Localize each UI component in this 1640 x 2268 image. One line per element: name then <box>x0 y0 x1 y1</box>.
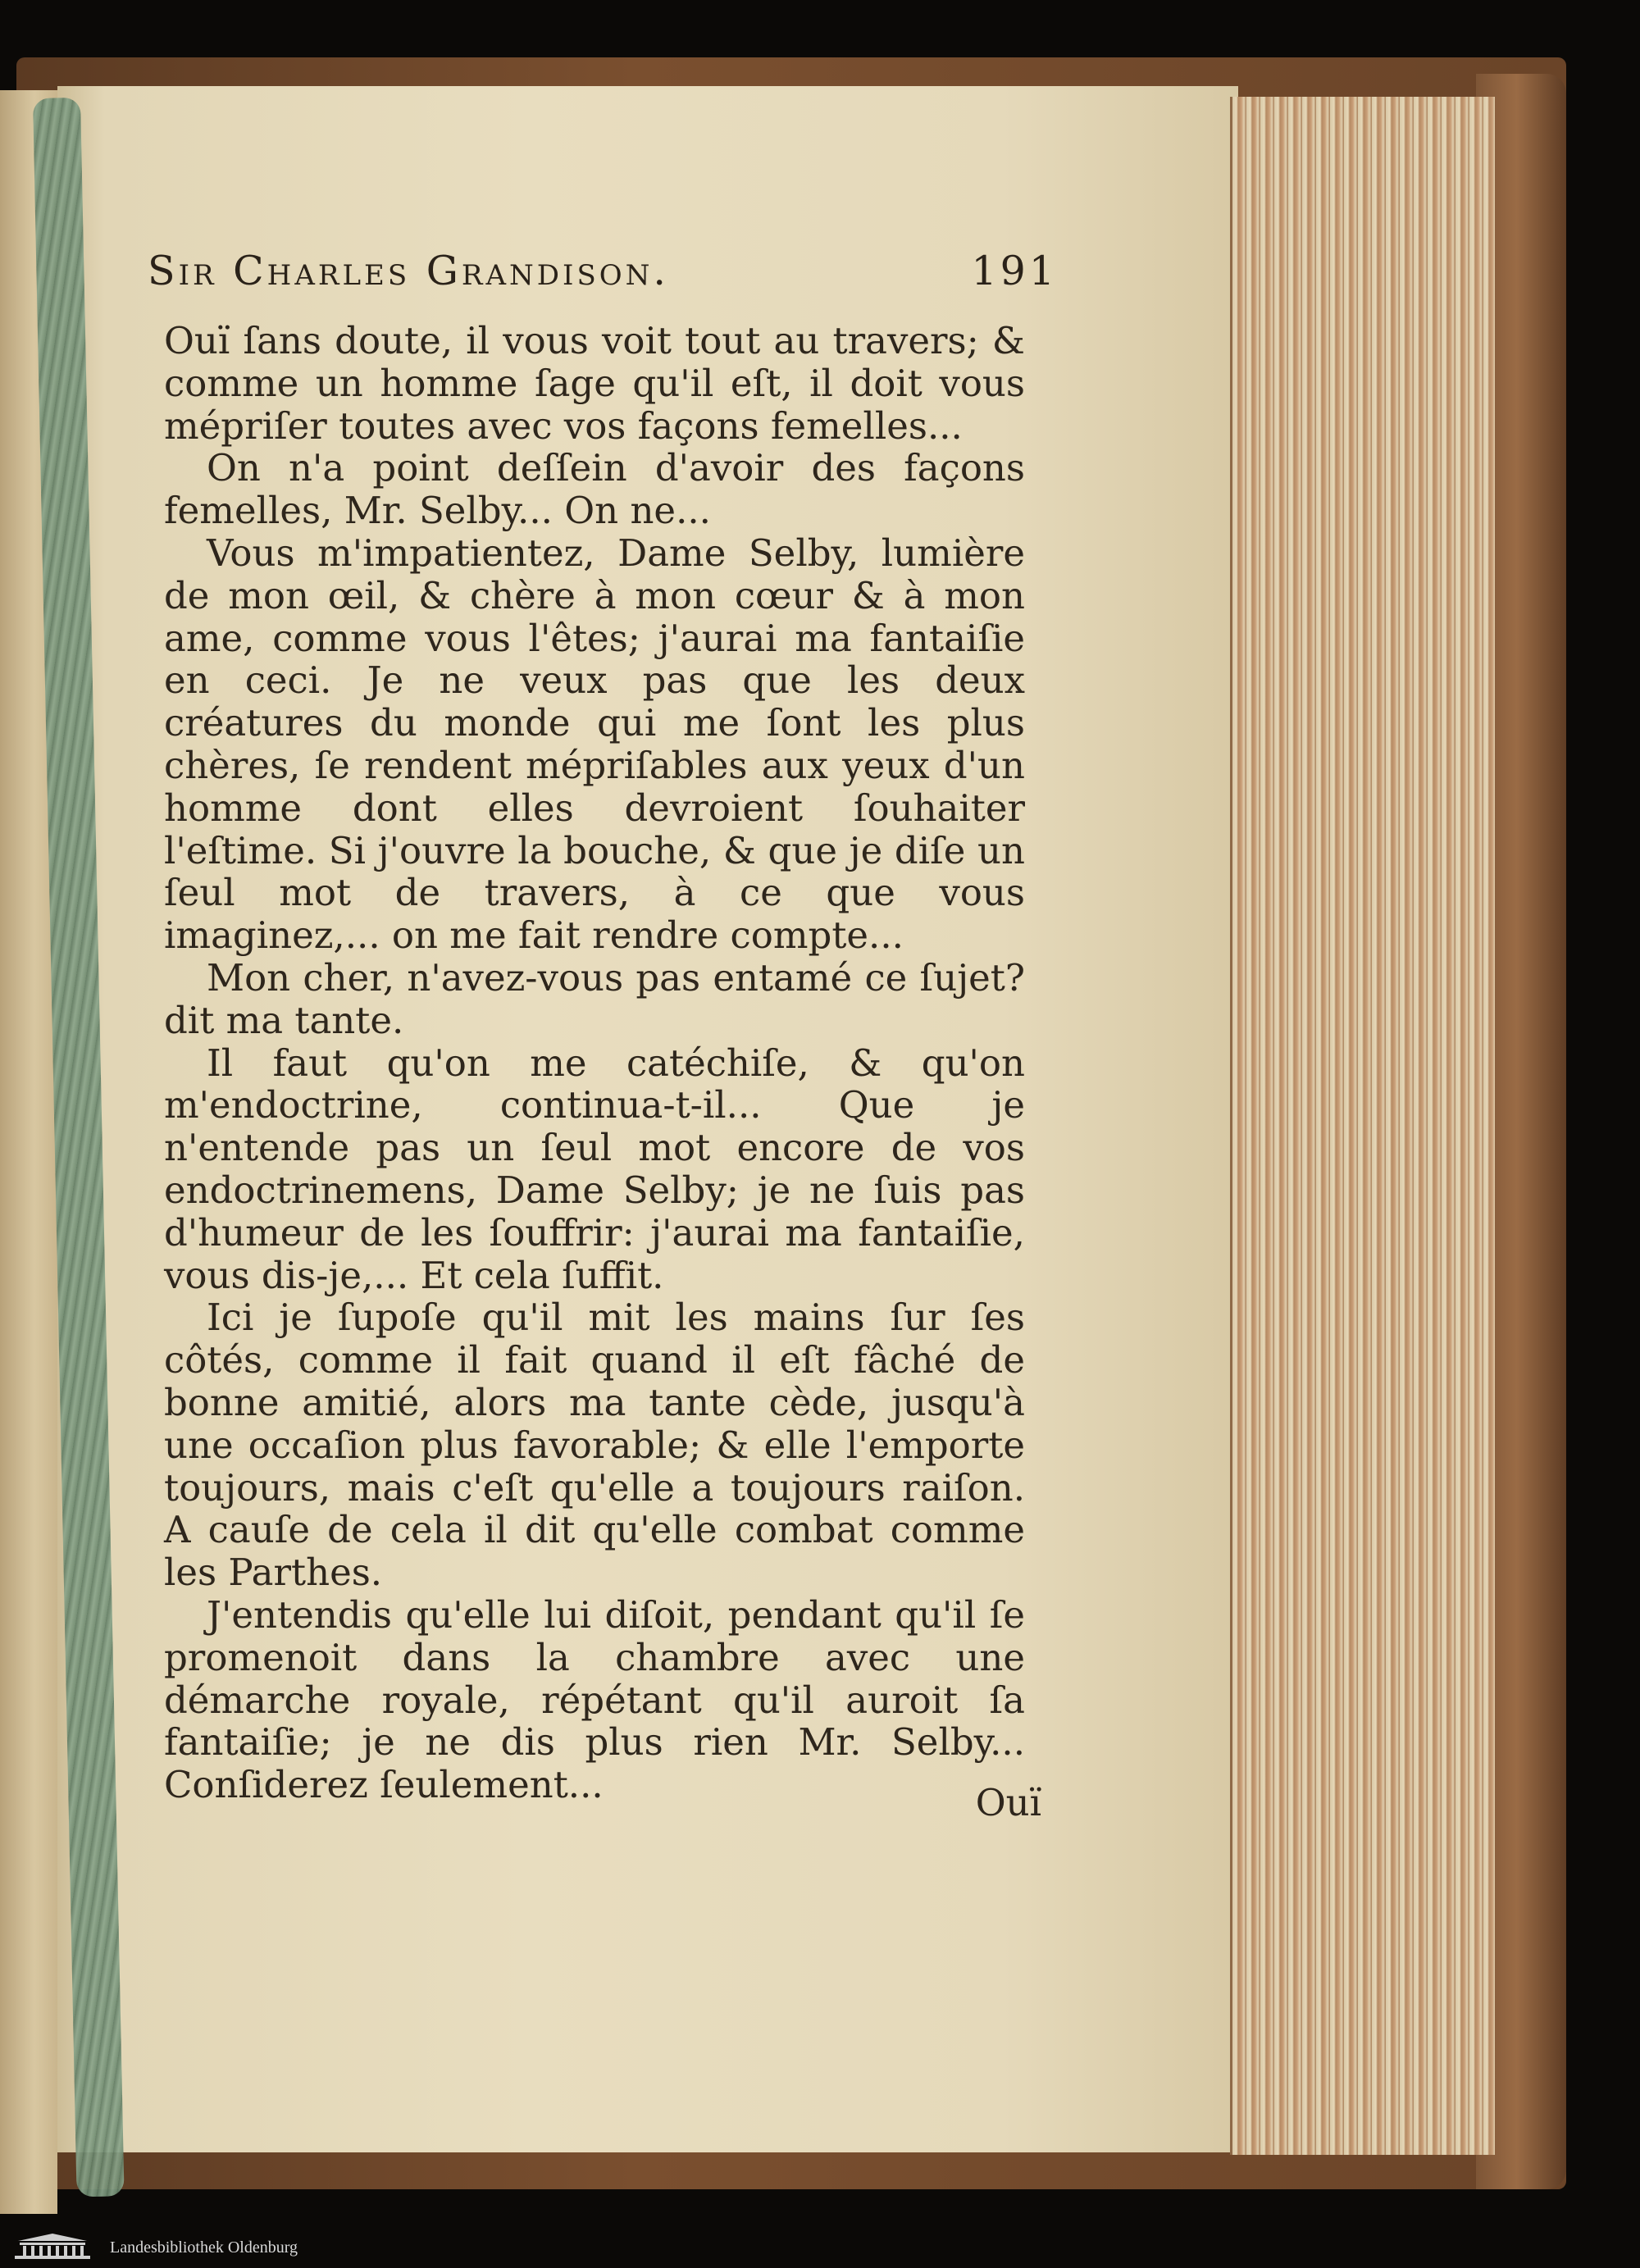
catchword: Ouï <box>975 1781 1041 1824</box>
running-head <box>148 248 1058 313</box>
footer-bar <box>0 2227 1640 2268</box>
paragraph: Mon cher, n'avez-vous pas entamé ce ſujet? dit ma tante. <box>164 955 1025 1042</box>
library-name: Landesbibliothek Oldenburg <box>110 2238 298 2257</box>
paragraph: Vous m'impatientez, Dame Selby, lumière de mon œil, & chère à mon cœur & à mon ame, comme vous l'êtes; j'aurai ma fantaiſie en ceci. Je ne veux pas que les deux créatures du monde qui me ſont les plus chères, ſe rendent mépriſables aux yeux d'un homme dont elles devroient ſouhaiter l'eſtime. Si j'ouvre la bouche, & que je diſe un ſeul mot de travers, à ce que vous imaginez,... on me fait rendre compte... <box>164 531 1025 958</box>
paragraph: Ici je ſupoſe qu'il mit les mains ſur ſes côtés, comme il fait quand il eſt fâché de bonne amitié, alors ma tante cède, jusqu'à une occaſion plus favorable; & elle l'emporte toujours, mais c'eſt qu'elle a toujours raiſon. A cauſe de cela il dit qu'elle combat comme les Parthes. <box>164 1296 1025 1595</box>
page-fore-edge <box>1230 97 1495 2155</box>
paragraph: Ouï ſans doute, il vous voit tout au travers; & comme un homme ſage qu'il eſt, il doit vous mépriſer toutes avec vos façons femelles... <box>164 319 1025 448</box>
body-text <box>164 320 1025 1806</box>
running-title: Sir Charles Grandison. <box>148 248 669 294</box>
paragraph: Il faut qu'on me catéchiſe, & qu'on m'endoctrine, continua-t-il... Que je n'entende pas un ſeul mot encore de vos endoctrinemens, Dame Selby; je ne ſuis pas d'humeur de les ſouffrir: j'aurai ma fantaiſie, vous dis-je,... Et cela ſuffit. <box>164 1041 1025 1297</box>
paragraph: On n'a point deſſein d'avoir des façons femelles, Mr. Selby... On ne... <box>164 446 1025 533</box>
page-number: 191 <box>971 248 1058 294</box>
paragraph: J'entendis qu'elle lui diſoit, pendant qu'il ſe promenoit dans la chambre avec une démarche royale, répétant qu'il auroit ſa fantaiſie; je ne dis plus rien Mr. Selby... Conſiderez ſeulement... <box>164 1592 1025 1807</box>
library-building-icon <box>11 2231 93 2264</box>
